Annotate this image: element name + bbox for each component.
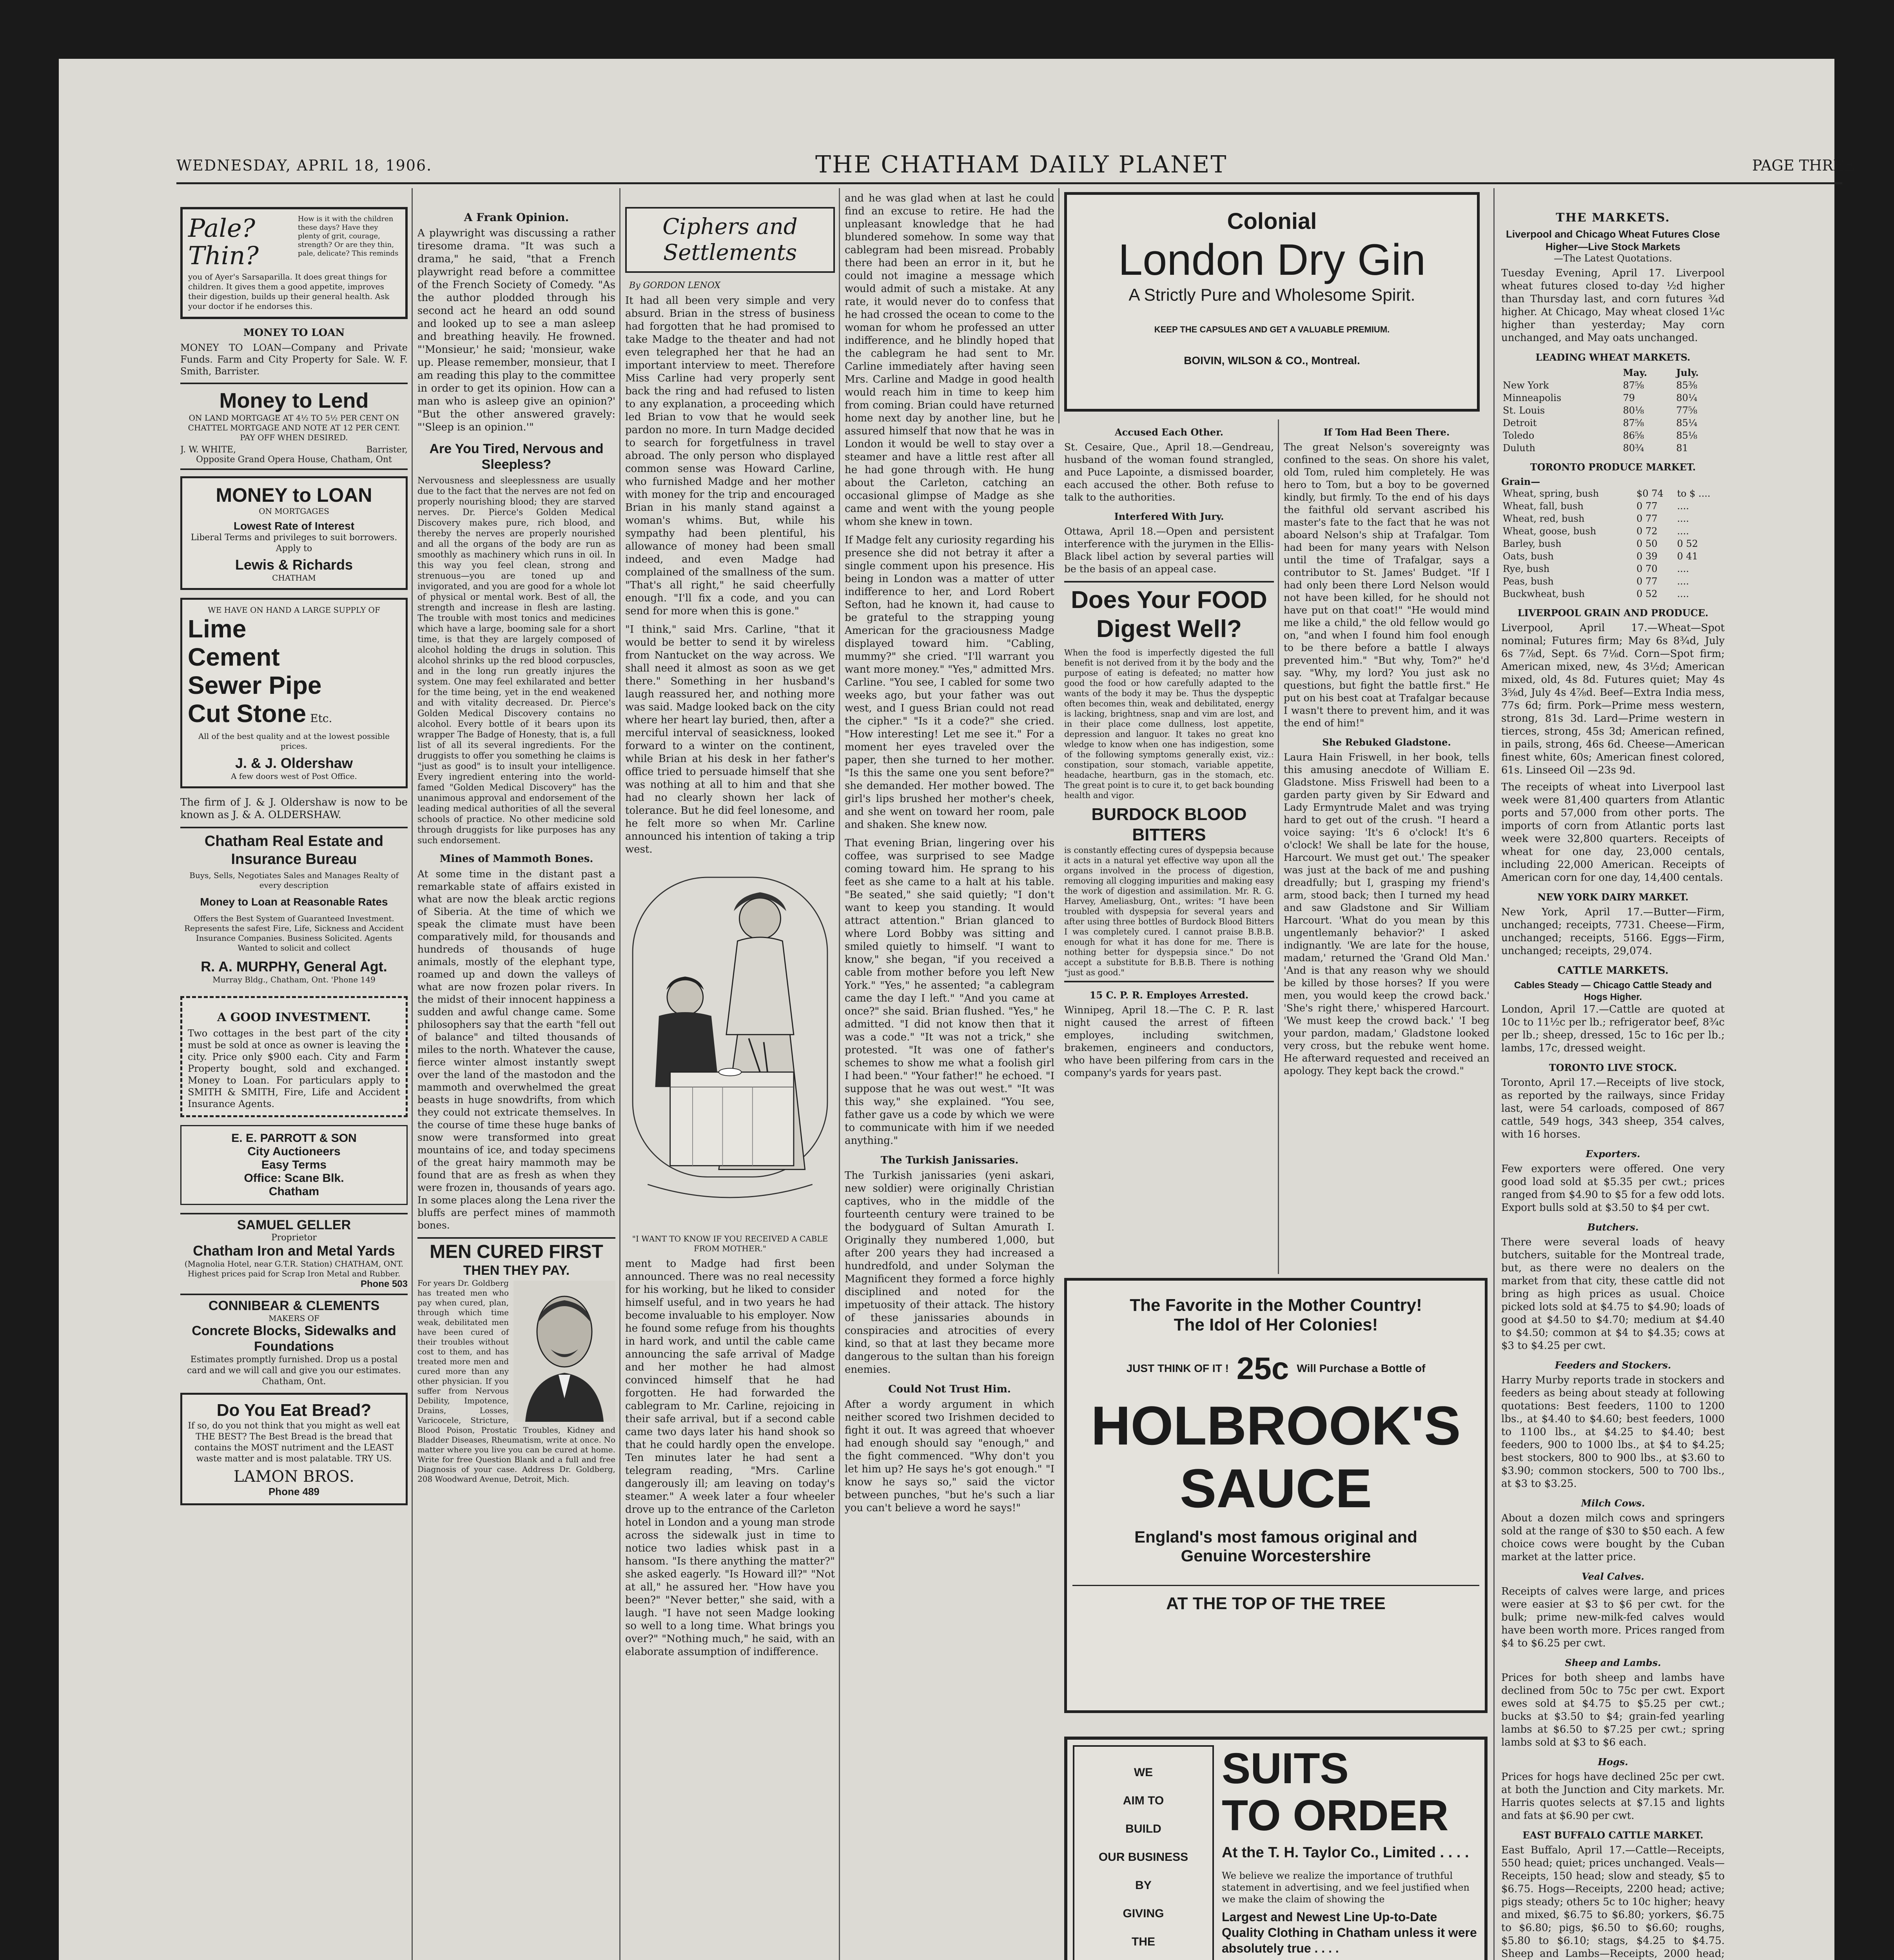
taylor-slogan-line: BY [1135,1879,1152,1892]
column-1 [180,204,408,1960]
table-row [1501,575,1725,588]
investment-text: Two cottages in the best part of the city must be sold at once as owner is leaving the city. Price only $900 each. City and Farm Property bought, sold and exchanged. Money to Loan. For particulars apply to SMITH & SMITH, Fire, Life and Accident Insurance Agents. [188,1028,400,1109]
taylor-slogan-line: BUILD [1125,1822,1161,1835]
holbrook-desc2: Genuine Worcestershire [1181,1546,1371,1565]
food-text: When the food is imperfectly digested the full benefit is not derived from it by the body and the purpose of eating is defeated; no matter how good the food or how carefully adapted to the wants of the body it may be. Thus the dyspeptic often becomes thin, weak and debilitated, energy is lacking, brightness, snap and vim are lost, and in their place come dullness, lost appetite, depression and languor. It takes no great kno wledge to know when one has indigestion, some of the following symptoms generally exist, viz.: constipation, sour stomach, variable appetite, headache, heartburn, gas in the stomach, etc. The great point is to cure it, to get back bounding health and vigor. [1064,648,1274,800]
bread-title: Do You Eat Bread? [216,1401,372,1420]
veal-head: Veal Calves. [1582,1571,1644,1582]
issue-date: WEDNESDAY, APRIL 18, 1906. [176,157,432,174]
toronto-produce-head: TORONTO PRODUCE MARKET. [1530,461,1696,473]
men-cured-text: For years Dr. Goldberg has treated men who pay when cured, plan, through which time weak, debilitated men have been cured of their troubles without cost to them, and has treated more men and cured more than any other physician. If you suffer from Nervous Debility, Impotence, Drains, Losses, Varicocele, Stricture, Blood Poison, Prostatic Troubles, Kidney and Bladder Diseases, Rheumatism, write at once. No matter where you live you can be cured at home. Write for free Question Blank and a full and free Diagnosis of your case. Address Dr. Goldberg, 208 Woodward Avenue, Detroit, Mich. [417,1278,615,1484]
taylor-slogan-line: WE [1134,1766,1153,1779]
real-estate-loan: Money to Loan at Reasonable Rates [200,896,388,908]
story-paragraph: and he was glad when at last he could find an excuse to retire. He had the unpleasant knowledge that he had blundered somehow. In some way that cablegram had been misread. Probably there had been an error in it, but he could not imagine a message which would admit of such a mistake. At any rate, it would never do to confess that he had crossed the ocean to come to the woman for whom he professed an utter indifference, and he blindly hoped that the cablegram he had sent to Mr. Carline immediately after having seen Mrs. Carline and Madge in good health would reach him in time to keep him from coming. Brian could have returned home next day by another line, but he assured himself that now that he was in London it would be well to stay over a steamer and have a little rest after all he had gone through with. He hung about the Carleton, catching an occasional glimpse of Madge as she came and went with the young people whom she knew in town. [845,192,1054,528]
accused-text: St. Cesaire, Que., April 18.—Gendreau, husband of the woman found strangled, and Puce Lapointe, a dismissed boarder, each accused the other. Both refuse to talk to the authorities. [1064,441,1274,503]
table-cell: 79 [1623,392,1635,403]
ayers-ad [180,207,408,319]
liverpool-head: LIVERPOOL GRAIN AND PRODUCE. [1517,607,1709,619]
milch-head: Milch Cows. [1581,1497,1645,1509]
taylor-slogan-line: AIM TO [1123,1794,1164,1807]
real-estate-title: Chatham Real Estate and Insurance Bureau [204,833,384,867]
table-cell: Rye, bush [1503,563,1550,574]
table-row [1501,512,1725,525]
gin-line5: BOIVIN, WILSON & CO., Montreal. [1184,354,1360,367]
accused-head: Accused Each Other. [1115,426,1223,438]
loan2-sub: ON MORTGAGES [259,506,329,516]
bread-firm: LAMON BROS. [234,1468,354,1486]
column-4 [845,192,1054,1960]
table-header-cell: July. [1676,367,1699,378]
table-cell: Duluth [1503,443,1535,454]
taylor-slogan-line: THE [1132,1935,1155,1948]
trust-head: Could Not Trust Him. [888,1383,1011,1395]
table-cell: 0 70 [1636,563,1658,574]
food-title: Does Your FOOD Digest Well? [1071,586,1267,642]
connibear-text: Estimates promptly furnished. Drop us a postal card and we will call and give you our estimates. Chatham, Ont. [187,1355,401,1387]
table-cell: Wheat, goose, bush [1503,526,1596,537]
column-5 [1064,419,1274,1270]
trust-text: After a wordy argument in which neither scored two Irishmen decided to fight it out. It was agreed that whoever had enough should say "enough," and the fight commenced. "Why don't you let him up? He says he's got enough." "I know he says so," said the victor between punches, "but he's such a liar you can't believe a word he says!" [845,1399,1054,1514]
table-cell: 0 77 [1636,513,1658,524]
lime-firm: J. & J. Oldershaw [235,755,353,771]
sheep-head: Sheep and Lambs. [1565,1657,1661,1668]
holbrook-purchase: Will Purchase a Bottle of [1297,1362,1426,1374]
lime-item: Cut Stone [188,699,307,728]
loan2-title: MONEY to LOAN [216,484,372,506]
table-cell: Wheat, red, bush [1503,513,1585,524]
table-cell: Oats, bush [1503,551,1554,562]
murphy-agent: R. A. MURPHY, General Agt. [201,958,387,975]
oldershaw-ad [180,598,408,788]
holbrook-line1: The Favorite in the Mother Country! [1130,1296,1422,1315]
lime-quality: All of the best quality and at the lowest possible prices. [198,731,390,751]
taylor-bold: Largest and Newest Line Up-to-Date Quality Clothing in Chatham unless it were absolutely true . . . . [1222,1910,1477,1955]
column-3 [625,204,835,1960]
ayers-side-text: How is it with the children these days? Have they plenty of grit, courage, strength? Or are they thin, pale, delicate? This reminds [298,215,399,258]
markets-intro: Tuesday Evening, April 17. Liverpool wheat futures closed to-day ½d higher than Thursday last, and corn futures ¾d higher. At Chicago, May wheat closed 1¼c higher than yesterday; May corn unchanged, and May oats unchanged. [1501,267,1725,344]
taylor-slogan-line: OUR BUSINESS [1098,1851,1188,1864]
holbrook-tagline: AT THE TOP OF THE TREE [1072,1585,1479,1613]
cpr-text: Winnipeg, April 18.—The C. P. R. last night caused the arrest of fifteen employes, including switchmen, brakemen, engineers and conductors, who have been pilfering from cars in the company's yards for years past. [1064,1004,1274,1078]
geller-role: Proprietor [271,1233,317,1243]
table-header-cell: May. [1623,367,1647,378]
table-cell: 81 [1676,443,1688,454]
holbrook-think: JUST THINK OF IT ! [1126,1362,1229,1374]
holbrook-desc1: England's most famous original and [1134,1528,1417,1546]
lend-address: Opposite Grand Opera House, Chatham, Ont [196,455,392,465]
gin-line2: London Dry Gin [1118,235,1426,284]
story-paragraph: "I think," said Mrs. Carline, "that it would be better to send it by wireless from Nantucket on the way across. We shall need it almost as soon as we get there." Something in her husband's laugh reassured her, and nothing more was said. Madge looked back on the city where her heart lay buried, then, after a merciful interval of seasickness, looked forward to a winter on the continent, while Brian at his desk in her father's office tried to persuade himself that she was nothing at all to him and that she had no clearly shown her lack of tolerance. But he did feel lonesome, and he felt more so when Mr. Carline announced his intention of taking a trip west. [625,624,835,855]
buffalo-head: EAST BUFFALO CATTLE MARKET. [1522,1829,1704,1841]
table-cell: 77⅝ [1676,405,1698,416]
story-title: Ciphers and Settlements [662,214,798,265]
column-rule [1058,188,1059,423]
taylor-title1: SUITS [1222,1744,1349,1793]
table-cell: 85⅛ [1676,430,1698,441]
table-row [1501,525,1725,537]
column-rule [839,188,840,1960]
taylor-text: We believe we realize the importance of truthful statement in advertising, and we feel justified when we make the claim of showing the [1222,1870,1469,1905]
page-number: PAGE THREE [1752,157,1855,174]
ny-dairy-text: New York, April 17.—Butter—Firm, unchanged; receipts, 7731. Cheese—Firm, unchanged; receipts, 5166. Eggs—Firm, unchanged; receipts, 29,074. [1501,906,1725,957]
markets-column [1501,204,1725,1960]
table-cell: Buckwheat, bush [1503,588,1585,599]
real-estate-offers: Offers the Best System of Guaranteed Investment. Represents the safest Fire, Life, Sickness and Accident Insurance Companies. Business Solicited. Agents Wanted to solicit and collect [184,914,404,953]
gladstone-text: Laura Hain Friswell, in her book, tells this amusing anecdote of William E. Gladstone. Miss Friswell had been to a garden party given by Sir Edward and Lady Ermyntrude Malet and was trying hard to get out of the crush. "I heard a voice saying: 'It's 6 o'clock! It's 6 o'clock! We shall be late for the house, Harcourt. We must get out.' The speaker was just at the back of me and pushing dreadfully; but I, grasping my friend's arm, stood back; then I turned my head and saw Gladstone and Sir William Harcourt. 'What do you mean by this ungentlemanly behavior?' I asked indignantly. 'We are late for the house, madam,' returned the 'Grand Old Man.' 'And is that any reason why we should be killed by those horses? If you were men, you would keep the crowd back.' 'She's right there,' whispered Harcourt. 'We must keep the crowd back.' 'I beg your pardon, madam,' Gladstone looked very cross, but the rebuke went home. He afterward requested and received an apology. They kept back the crowd." [1284,751,1489,1076]
men-cured-head: MEN CURED FIRST [430,1241,603,1262]
lend-role: Barrister, [366,445,408,455]
good-investment-ad [180,996,408,1117]
real-estate-ad [180,827,408,984]
table-cell: .... [1677,526,1689,537]
jury-text: Ottawa, April 18.—Open and persistent interference with the jurymen in the Ellis-Black libel action by several parties will be the basis of an appeal case. [1064,526,1274,575]
leading-wheat-head: LEADING WHEAT MARKETS. [1535,352,1691,363]
table-row [1501,563,1725,575]
connibear-ad [180,1294,408,1387]
table-cell: Minneapolis [1503,392,1562,403]
ayers-headline: Pale? Thin? [188,214,259,270]
table-cell: 0 39 [1636,551,1658,562]
holbrook-name: HOLBROOK'S [1091,1395,1461,1456]
table-header [1501,366,1725,379]
london-dry-gin-ad [1064,192,1480,412]
connibear-title: CONNIBEAR & CLEMENTS [208,1298,380,1313]
cpr-head: 15 C. P. R. Employes Arrested. [1089,989,1249,1001]
money-to-loan-text: MONEY TO LOAN—Company and Private Funds. Farm and City Property for Sale. W. F. Smith, Barrister. [180,342,408,377]
bread-text: If so, do you not think that you might as well eat THE BEST? The Best Bread is the bread that contains the MOST nutriment and the LEAST waste matter and is most palatable. TRY US. [188,1421,400,1464]
table-row [1501,392,1725,404]
lime-item: Sewer Pipe [188,671,322,699]
table-cell: $0 74 [1636,488,1664,499]
table-cell: 80⅛ [1623,405,1644,416]
table-cell: St. Louis [1503,405,1545,416]
table-cell: .... [1677,563,1689,574]
markets-sub1: Liverpool and Chicago Wheat Futures Close Higher—Live Stock Markets [1506,228,1720,252]
burdock-ad [1064,581,1274,982]
table-row [1501,442,1725,454]
toronto-live-text: Toronto, April 17.—Receipts of live stock, as reported by the railways, since Friday last, were 54 carloads, composed of 867 cattle, 549 hogs, 343 sheep, 354 calves, with 16 horses. [1501,1077,1725,1140]
hogs-head: Hogs. [1598,1756,1628,1768]
murphy-address: Murray Bldg., Chatham, Ont. 'Phone 149 [212,975,376,984]
cattle-sub: Cables Steady — Chicago Cattle Steady and Hogs Higher. [1514,980,1712,1002]
table-cell: 85⅜ [1676,380,1698,391]
tired-text: Nervousness and sleeplessness are usually due to the fact that the nerves are not fed on properly nourishing blood; they are starved nerves. Dr. Pierce's Golden Medical Discovery makes pure, rich blood, and thereby the nerves are properly nourished and all the organs of the body are run as smoothly as machinery which runs in oil. In this way you feel clean, strong and strenuous—you are toned up and invigorated, and you are good for a whole lot of physical or mental work. Best of all, the strength and increase in flesh are lasting. The trouble with most tonics and medicines which have a large, booming sale for a short time, is that they are largely composed of alcohol holding the drugs in solution. This alcohol shrinks up the red blood corpuscles, and in the long run greatly injures the system. One may feel exhilarated and better for the time being, yet in the end weakened and with vitality decreased. Dr. Pierce's Golden Medical Discovery contains no alcohol. Every bottle of it bears upon its wrapper The Badge of Honesty, that is, a full list of all its several ingredients. For the druggists to offer you something he claims is "just as good" is to insult your intelligence. Every ingredient entering into the world-famed "Golden Medical Discovery" has the unanimous approval and endorsement of the leading medical authorities of all the several schools of practice. No other medicine sold through druggists for like purposes has any such endorsement. [417,476,615,846]
geller-text: (Magnolia Hotel, near G.T.R. Station) CHATHAM, ONT. Highest prices paid for Scrap Iron Metal and Rubber. [184,1259,404,1278]
table-cell: 0 41 [1677,551,1698,562]
grain-table [1501,487,1725,600]
taylor-title2: TO ORDER [1222,1791,1449,1840]
table-cell: Detroit [1503,417,1537,428]
story-illustration [625,862,835,1230]
story-paragraph: It had all been very simple and very absurd. Brian in the stress of business had forgotten that he had promised to take Madge to the theater and had not even telegraphed her that he had an important interview to meet. Therefore Miss Carline had very properly sent back the ring and had refused to listen to any explanation, a proceeding which led Brian to vow that he would seek pardon no more. In turn Madge decided to search for forgetfulness in travel abroad. The only person who displayed common sense was Howard Carline, who furnished Madge and her mother with money for the trip and encouraged Brian in his manly stand against a woman's whims. But, while his sympathy had been plentiful, his allowance of money had been small indeed, and even Madge had complained of the smallness of the sum. "That's all right," he said cheerfully enough. "I'll fix a code, and you can send for more when this is gone." [625,295,835,617]
doctor-portrait [513,1281,615,1422]
money-to-lend-text: ON LAND MORTGAGE AT 4½ TO 5½ PER CENT ON CHATTEL MORTGAGE AND NOTE AT 12 PER CENT. PAY OFF WHEN DESIRED. [188,413,400,442]
story-paragraph: ment to Madge had first been announced. There was no real necessity for his working, but he liked to consider himself useful, and in two years he had become invaluable to his employer. Now he found some refuge from his thoughts in hard work, and until the cable came announcing the safe arrival of Madge and her mother he had almost convinced himself that he had forgotten. He had forwarded the cablegram to Mr. Carline, rejoicing in their safe arrival, but if a second cable came two days later his hand shook so that he could hardly open the envelope. Ten minutes later he had sent a telegram reading, "Mrs. Carline dangerously ill; am leaving on today's steamer." A week later a four wheeler drove up to the entrance of the Carleton hotel in London and a young man strode across the sidewalk just in time to notice two ladies whisk past in a hansom. "Is there anything the matter?" she asked eagerly. "Is Howard ill?" "Not at all," he assured her. "How have you been?" "Never better," she said, with a laugh. "I have not seen Madge looking so well to a long time. What brings you over?" "Nothing much," he said, with an elaborate assumption of indifference. [625,1258,835,1658]
table-cell: 87⅝ [1623,417,1644,428]
table-row [1501,487,1725,500]
grain-head: Grain— [1501,476,1540,487]
leading-wheat-table [1501,366,1725,454]
table-cell: Barley, bush [1503,538,1562,549]
table-header-cell [1501,366,1621,379]
money-to-loan-header: MONEY TO LOAN [243,327,345,339]
table-cell: 86⅝ [1623,430,1644,441]
nelson-head: If Tom Had Been There. [1323,426,1450,438]
parrott-line: Chatham [268,1185,319,1198]
table-cell: Wheat, spring, bush [1503,488,1599,499]
newspaper-name: THE CHATHAM DAILY PLANET [815,151,1228,178]
column-rule [1278,419,1279,1274]
column-2 [417,204,615,1960]
taylor-slogan-box [1073,1745,1214,1960]
table-row [1501,379,1725,392]
parrott-line: Easy Terms [261,1158,327,1171]
column-rule [1493,188,1495,1960]
column-rule [619,188,620,1960]
table-cell: Wheat, fall, bush [1503,501,1584,512]
tired-head: Are You Tired, Nervous and Sleepless? [429,441,604,472]
geller-title: Chatham Iron and Metal Yards [193,1243,395,1259]
hogs-text: Prices for hogs have declined 25c per cwt. at both the Junction and City markets. Mr. Harris quotes selects at $7.15 and lights and fats at $6.90 per cwt. [1501,1771,1725,1822]
mines-text: At some time in the distant past a remarkable state of affairs existed in what are now the bleak arctic regions of Siberia. At the time of which we speak the climate must have been comparatively mild, for thousands and hundreds of thousands of huge animals, mostly of the elephant type, roamed up and down the valleys of what are now frozen polar rivers. In the midst of their innocent happiness a sudden and awful change came. Some philosophers say that the earth "fell out of balance" and tilted thousands of miles to the north. Whatever the cause, fierce winter almost instantly swept over the land of the mastodon and the mammoth and overwhelmed the great beasts in huge snowdrifts, from which they could not extricate themselves. In the course of time these huge banks of snow were transformed into great mountains of ice, and today specimens of the great hairy mammoth may be found that are as fresh as when they were frozen in, thousands of years ago. In some places along the Lena river the bluffs are perfect mines of mammoth bones. [417,868,615,1231]
loan2-city: CHATHAM [272,573,316,583]
burdock-text: is constantly effecting cures of dyspepsia because it acts in a natural yet effective way upon all the organs involved in the process of digestion, removing all clogging impurities and making easy the work of digestion and assimilation. Mr. R. G. Harvey, Ameliasburg, Ont., writes: "I have been troubled with dyspepsia for several years and after using three bottles of Burdock Blood Bitters I was completely cured. I cannot praise B.B.B. enough for what it has done for me. There is nothing better for dyspepsia since." Do not accept a substitute for B.B.B. There is nothing "just as good." [1064,846,1274,977]
toronto-live-head: TORONTO LIVE STOCK. [1549,1062,1677,1073]
buffalo-text: East Buffalo, April 17.—Cattle—Receipts, 550 head; quiet; prices unchanged. Veals—Receipts, 150 head; slow and steady, $5 to $6.75. Hogs—Receipts, 2200 head; active; pigs steady; others 5c to 10c higher; heavy and mixed, $6.75 to $6.80; yorkers, $6.75 to $6.80; pigs, $6.50 to $6.60; roughs, $5.80 to $6.10; stags, $4.25 to $4.75. Sheep and Lambs—Receipts, 2000 head; [1501,1844,1725,1960]
feeders-text: Harry Murby reports trade in stockers and feeders as being about steady at following quotations: Best feeders, 1100 to 1200 lbs., at $4.40 to $4.60; best feeders, 1000 to 1100 lbs., at $4.25 to $4.40; best feeders, 900 to 1000 lbs., at $4 to $4.25; best stockers, 800 to 900 lbs., at $3.60 to $3.90; common stockers, 500 to 700 lbs., at $3 to $3.25. [1501,1374,1725,1490]
oldershaw-notice: The firm of J. & J. Oldershaw is now to be known as J. & A. OLDERSHAW. [180,797,408,821]
holbrooks-sauce-ad [1064,1278,1488,1713]
geller-name: SAMUEL GELLER [237,1218,351,1232]
geller-ad [180,1213,408,1290]
table-cell: to $ .... [1677,488,1711,499]
frank-opinion-head: A Frank Opinion. [464,211,569,224]
connibear-product: Concrete Blocks, Sidewalks and Foundations [192,1323,396,1354]
table-row [1501,537,1725,550]
bread-phone: Phone 489 [268,1486,320,1497]
table-cell: 0 77 [1636,576,1658,587]
story-title-box [625,207,835,273]
lamon-bread-ad [180,1393,408,1505]
ny-dairy-head: NEW YORK DAIRY MARKET. [1537,891,1689,903]
table-row [1501,500,1725,512]
story-byline: By GORDON LENOX [629,281,720,290]
loan2-firm: Lewis & Richards [235,557,353,573]
markets-sub2: —The Latest Quotations. [1554,253,1672,264]
table-cell: .... [1677,501,1689,512]
mines-head: Mines of Mammoth Bones. [439,853,593,865]
money-to-lend-title: Money to Lend [219,389,369,412]
lime-item: Cement [188,643,280,671]
milch-text: About a dozen milch cows and springers sold at the range of $30 to $50 each. A few choice cows were bought by the Cuban market at the latter price. [1501,1512,1725,1563]
table-cell: 0 77 [1636,501,1658,512]
taylor-slogan-line: GIVING [1123,1907,1164,1920]
parrott-line: Office: Scane Blk. [244,1172,344,1185]
men-cured-ad [417,1237,615,1484]
cattle-text: London, April 17.—Cattle are quoted at 10c to 11½c per lb.; refrigerator beef, 8¾c per lb.; sheep, dressed, 15c to 16c per lb.; lambs, 17c, dressed weight. [1501,1004,1725,1054]
janissaries-head: The Turkish Janissaries. [880,1154,1019,1166]
parrott-ad [180,1125,408,1205]
veal-text: Receipts of calves were large, and prices were easier at $3 to $6 per cwt. for the bulk; prime new-milk-fed calves would have been worth more. Prices ranged from $4 to $6.25 per cwt. [1501,1586,1725,1649]
exporters-head: Exporters. [1586,1148,1640,1160]
th-taylor-ad [1064,1737,1488,1960]
lime-item: Lime [188,615,247,643]
frank-opinion-text: A playwright was discussing a rather tiresome drama. "It was such a drama," he said, "that a French playwright read before a committee of the French Society of Comedy. "As the author plodded through his second act he heard an odd sound and looked up to see a man asleep and breathing heavily. He frowned. "'Monsieur,' he said; 'monsieur, wake up. Please remember, monsieur, that I am reading this play to the committee in order to get its opinion. How can a man who is asleep give an opinion?' "But the other answered gravely: "'Sleep is an opinion.'" [417,227,615,433]
loan2-rate: Lowest Rate of Interest [233,520,355,532]
table-cell: New York [1503,380,1549,391]
table-cell: 80¾ [1623,443,1644,454]
money-to-lend-ad [180,383,408,470]
gin-line1: Colonial [1227,209,1317,234]
lend-name: J. W. WHITE, [180,445,236,455]
gin-line4: KEEP THE CAPSULES AND GET A VALUABLE PREMIUM. [1154,325,1390,334]
jury-head: Interfered With Jury. [1114,511,1224,522]
lime-intro: WE HAVE ON HAND A LARGE SUPPLY OF [208,605,380,615]
story-paragraph: That evening Brian, lingering over his coffee, was surprised to see Madge coming toward him. He sprang to his feet as she came to a halt at his table. "Be seated," she said quietly; "I don't want to keep you standing. It would attract attention." Brian glanced to where Lord Bobby was sitting and smiled quietly to himself. "I want to know," she began, "if you received a cable from mother before you left New York." "Yes," he assented; "a cablegram came the day I left." "And you came at once?" she said. Brian flushed. "Yes," he admitted. "I did not know then that it was a code." "It was not a trick," she protested. "It was one of father's schemes to show me what a foolish girl I had been." "Your father!" he echoed. "I suppose that he was out west." "It was this way," she explained. "You see, father gave us a code by which we were to communicate with him if we needed anything." [845,837,1054,1147]
men-cured-sub: THEN THEY PAY. [463,1263,570,1278]
investment-title: A GOOD INVESTMENT. [217,1011,371,1024]
table-cell: 0 50 [1636,538,1658,549]
connibear-makers: MAKERS OF [268,1314,319,1323]
burdock-title: BURDOCK BLOOD BITTERS [1091,805,1247,844]
gin-line3: A Strictly Pure and Wholesome Spirit. [1128,285,1415,305]
gladstone-head: She Rebuked Gladstone. [1322,737,1451,748]
lewis-richards-ad [180,476,408,590]
table-cell: .... [1677,576,1689,587]
lime-location: A few doors west of Post Office. [231,771,357,781]
table-cell: .... [1677,513,1689,524]
table-cell: Toledo [1503,430,1535,441]
table-cell: Peas, bush [1503,576,1554,587]
table-cell: 0 52 [1677,538,1698,549]
story-paragraph: If Madge felt any curiosity regarding his presence she did not betray it after a single comment upon his presence. His being in London was a matter of utter indifference to her, and Lord Robert Sefton, had he known it, had cause to be grateful to the strapping young American for the graciousness Madge displayed toward him. "Cabling, mummy?" she cried. "I'll warrant you want more money." "Yes," admitted Mrs. Carline. "You see, I cabled for some two weeks ago, but your father was out west, and I guess Brian could not read the cipher." "Is it a code?" she cried. "How interesting! Let me see it." For a moment her eyes traveled over the paper, then she turned to her mother. "Is this the same one you sent before?" she demanded. Her mother bowed. The girl's lips brushed her mother's cheek, and she went on toward her room, pale and shaken. She knew now. [845,534,1054,831]
illustration-caption: "I WANT TO KNOW IF YOU RECEIVED A CABLE FROM MOTHER." [632,1234,828,1253]
table-cell: 85¼ [1676,417,1698,428]
geller-phone: Phone 503 [360,1279,408,1289]
liverpool-text: Liverpool, April 17.—Wheat—Spot nominal; Futures firm; May 6s 8¾d, July 6s 7⅞d, Sept. 6s 7⅛d. Corn—Spot firm; American mixed, new, 4s 3½d; American mixed, old, 4s 8d. Futures quiet; May 4s 3⅝d, July 4s 4⅞d. Beef—Extra India mess, 77s 6d; firm. Pork—Prime mess western, strong, 81s 3d. Lard—Prime western in tierces, strong, 45s 3d; American refined, in pails, strong, 46s 6d. Cheese—American finest white, 60s; American finest colored, 61s. Linseed Oil —23s 9d. [1501,622,1725,776]
taylor-at: At the T. H. Taylor Co., Limited . . . . [1222,1844,1469,1861]
table-row [1501,429,1725,442]
sheep-text: Prices for both sheep and lambs have declined from 50c to 75c per cwt. Export ewes sold at $4.75 to $5.25 per cwt.; bucks at $3.50 to $4; grain-fed yearling lambs at $6.50 to $7.25 per cwt.; spring lambs sold at $3 to $6 each. [1501,1672,1725,1748]
taylor-slogan-line [1078,1956,1208,1960]
ayers-body: you of Ayer's Sarsaparilla. It does great things for children. It gives them a good appetite, improves their digestion, builds up their general health. Ask your doctor if he endorses this. [188,272,390,311]
feeders-head: Feeders and Stockers. [1555,1359,1671,1371]
butchers-head: Butchers. [1587,1221,1639,1233]
table-row [1501,404,1725,417]
holbrook-sauce: SAUCE [1179,1457,1372,1519]
receipts-text: The receipts of wheat into Liverpool last week were 81,400 quarters from Atlantic ports and 57,000 from other ports. The imports of corn from Atlantic ports last week were 32,800 quarters. Receipts of wheat for one day, 23,000 centals, including 22,000 American. Receipts of American corn for one day, 14,400 centals. [1501,781,1725,884]
table-cell: 0 52 [1636,588,1658,599]
nelson-text: The great Nelson's sovereignty was confined to the seas. On shore his valet, old Tom, ruled him completely. He was hero to Tom, but a boy to be governed kindly, but firmly. To the end of his days the faithful old servant ascribed his master's fate to the fact that he was not aboard Nelson's ship at Trafalgar. Tom had been for many years with Nelson until the time of Trafalgar, says a contributor to St. James' Budget. "If I had only been there Lord Nelson would not have been killed, for he should not have put on that coat!" "He would mind me like a child," the old fellow would go on, "and when I found him fool enough to be there before a battle I always prevented him." "But why, Tom?" he'd say. "Why, my lord? You just ask no questions, but fight the battle first." He put on his best coat at Trafalgar because I wasn't there to prevent him, and it was the end of him!" [1284,441,1489,729]
real-estate-text: Buys, Sells, Negotiates Sales and Manages Realty of every description [189,871,399,890]
table-cell: .... [1677,588,1689,599]
butchers-text: There were several loads of heavy butchers, suitable for the Montreal trade, but, as there were no dealers on the market from that city, these cattle did not bring as high prices as usual. Choice picked lots sold at $4.75 to $4.90; loads of good at $4.50 to $4.70; medium at $4.40 to $4.50; common at $4 to $4.35; cows at $3 to $4.25 per cwt. [1501,1236,1725,1352]
table-row [1501,550,1725,563]
table-cell: 0 72 [1636,526,1658,537]
parrott-name: E. E. PARROTT & SON [231,1132,357,1145]
table-row [1501,417,1725,429]
table-cell: 80¼ [1676,392,1698,403]
exporters-text: Few exporters were offered. One very good load sold at $5.35 per cwt.; prices ranged from $4.90 to $5 for a few odd lots. Export bulls sold at $3.50 to $4 per cwt. [1501,1163,1725,1214]
cattle-head: CATTLE MARKETS. [1557,965,1669,976]
loan2-text: Liberal Terms and privileges to suit borrowers. Apply to [190,533,397,554]
lime-etc: Etc. [310,712,332,725]
holbrook-price: 25c [1236,1351,1289,1386]
table-row [1501,588,1725,600]
column-6 [1284,419,1489,1270]
holbrook-line2: The Idol of Her Colonies! [1174,1315,1378,1334]
parrott-line: City Auctioneers [247,1145,341,1158]
table-cell: 87⅝ [1623,380,1644,391]
column-rule [412,188,413,1960]
markets-title: THE MARKETS. [1556,211,1670,225]
masthead-rule [176,182,1842,184]
janissaries-text: The Turkish janissaries (yeni askari, new soldier) were originally Christian captives, who in the middle of the fourteenth century were trained to be the bodyguard of Sultan Amurath I. Originally they numbered 1,000, but after 200 years they had increased a hundredfold, and under Solyman the Magnificent they formed a force highly disciplined and noted for the impetuosity of their attack. The history of these janissaries abounds in conspiracies and atrocities of every kind, so that at last they became more dangerous to the sultan than his foreign enemies. [845,1170,1054,1376]
